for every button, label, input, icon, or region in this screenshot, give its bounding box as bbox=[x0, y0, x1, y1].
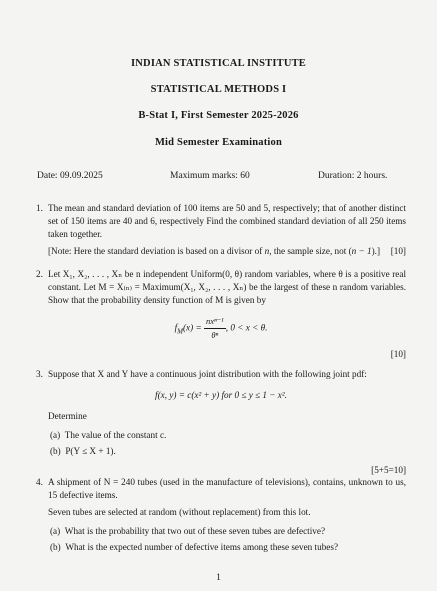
exam-title: Mid Semester Examination bbox=[154, 137, 283, 148]
question-number: 2. bbox=[36, 269, 43, 279]
joint-pdf-formula: f(x, y) = c(x² + y) for 0 ≤ y ≤ 1 − x². bbox=[155, 390, 287, 400]
question-number: 3. bbox=[36, 369, 43, 379]
formula-part: (x) = bbox=[182, 322, 202, 333]
numerator: nxⁿ⁻¹ bbox=[204, 315, 226, 329]
institute-title: INDIAN STATISTICAL INSTITUTE bbox=[130, 58, 307, 69]
question-points: [10] bbox=[390, 349, 406, 359]
max-marks: Maximum marks: 60 bbox=[170, 171, 250, 181]
part-a bbox=[50, 525, 406, 538]
question-text: A shipment of N = 240 tubes (used in the manufacture of televisions), contains, unknown to us, 15 defective items. bbox=[48, 477, 406, 500]
formula-fraction bbox=[204, 315, 226, 342]
program-title: B-Stat I, First Semester 2025-2026 bbox=[138, 110, 299, 121]
determine-label: Determine bbox=[48, 411, 87, 421]
question-4 bbox=[36, 476, 406, 554]
question-2 bbox=[36, 268, 406, 362]
question-text: Let X₁, X₂, . . . , Xₙ be n independent Uniform(0, θ) random variables, where θ is a positive real constant. Let M = X₍ₙ₎ = Maximum(X₁, X₂, . . . , Xₙ) be the largest of these n random variables. Show that the probability density function of M is given by bbox=[48, 269, 406, 305]
question-note bbox=[48, 245, 406, 258]
note-var: n bbox=[264, 246, 270, 256]
exam-duration: Duration: 2 hours. bbox=[318, 171, 388, 181]
question-text: Suppose that X and Y have a continuous joint distribution with the following joint pdf: bbox=[48, 369, 367, 379]
question-text: The mean and standard deviation of 100 items are 50 and 5, respectively; that of another distinct set of 150 items are 40 and 6, respectively Find the combined standard deviation of all 250 items taken together. bbox=[48, 203, 406, 239]
points-row bbox=[36, 348, 406, 362]
denominator: θⁿ bbox=[211, 330, 219, 340]
part-b bbox=[50, 445, 406, 458]
question-points: [10] bbox=[390, 246, 406, 256]
part-text: P(Y ≤ X + 1). bbox=[65, 446, 116, 456]
exam-date: Date: 09.09.2025 bbox=[37, 171, 103, 181]
question-text-2: Seven tubes are selected at random (without replacement) from this lot. bbox=[48, 507, 311, 517]
note-text: [Note: Here the standard deviation is based on a divisor of bbox=[48, 246, 265, 256]
part-label: (b) bbox=[50, 446, 61, 456]
question-number: 4. bbox=[36, 477, 43, 487]
pdf-formula bbox=[36, 315, 406, 342]
formula-part: M bbox=[177, 327, 183, 336]
question-3 bbox=[36, 368, 406, 478]
question-number: 1. bbox=[36, 203, 43, 213]
part-label: (a) bbox=[50, 526, 61, 536]
part-b bbox=[50, 541, 406, 554]
part-text: What is the expected number of defective items among these seven tubes? bbox=[65, 542, 339, 552]
question-1 bbox=[36, 202, 406, 258]
part-text: The value of the constant c. bbox=[64, 430, 167, 440]
part-a bbox=[50, 429, 406, 442]
question-points: [5+5=10] bbox=[371, 465, 406, 475]
note-text: , the sample size, not ( bbox=[269, 246, 352, 256]
note-text: ).] bbox=[371, 246, 381, 256]
course-title: STATISTICAL METHODS I bbox=[150, 84, 287, 95]
part-label: (a) bbox=[50, 430, 61, 440]
formula-part: , 0 < x < θ. bbox=[225, 322, 268, 333]
part-text: What is the probability that two out of these seven tubes are defective? bbox=[64, 526, 326, 536]
part-label: (b) bbox=[50, 542, 61, 552]
formula-part: f bbox=[174, 322, 178, 333]
page-number: 1 bbox=[216, 573, 221, 583]
note-var: n − 1 bbox=[351, 246, 372, 256]
